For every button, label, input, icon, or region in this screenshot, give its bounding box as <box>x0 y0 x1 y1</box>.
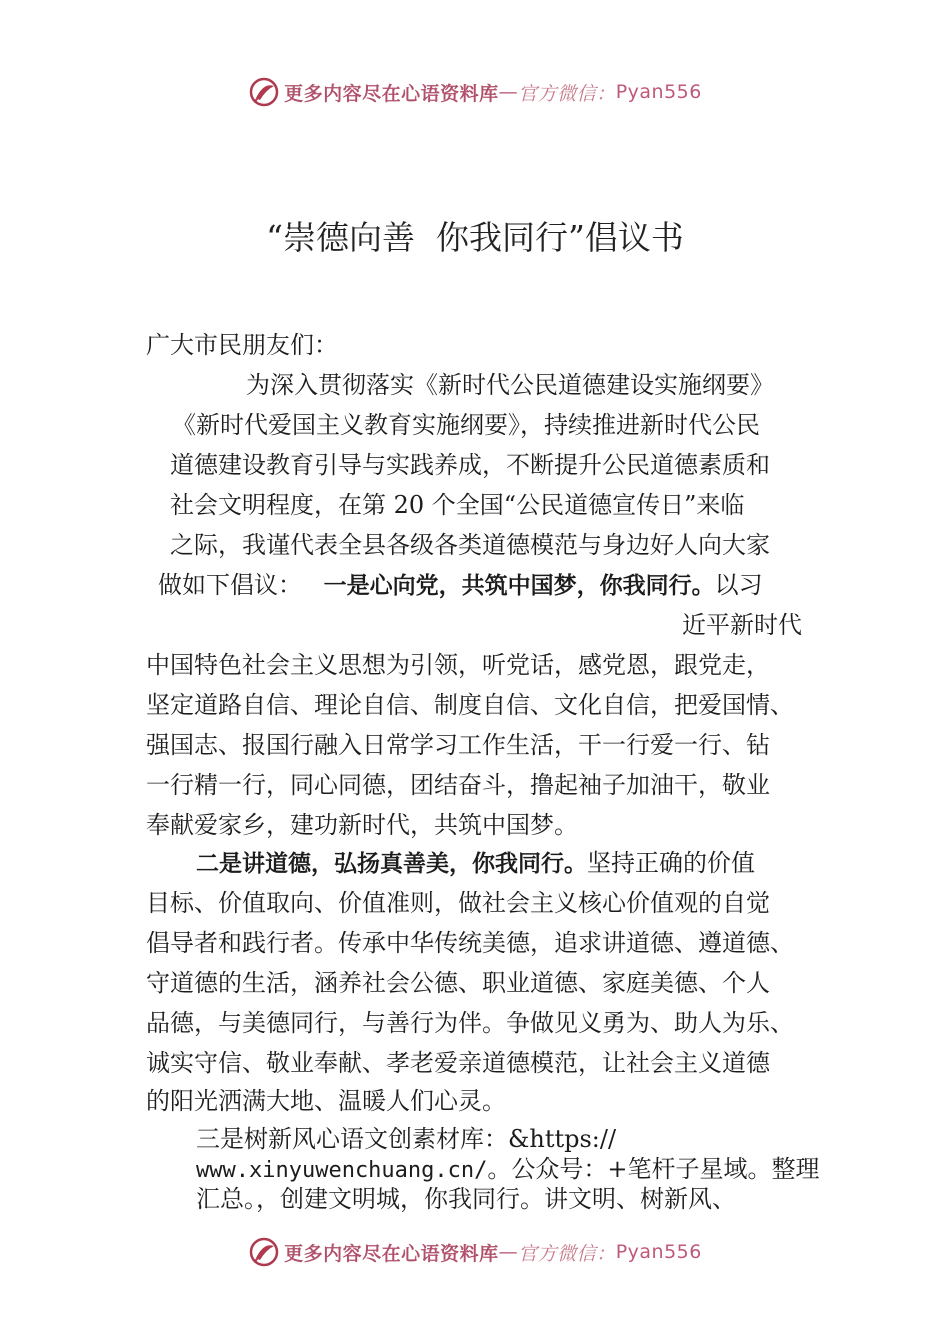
paragraph-line: 目标、价值取向、价值准则，做社会主义核心价值观的自觉 <box>146 889 770 917</box>
paragraph-line: 中国特色社会主义思想为引领，听党话，感党恩，跟党走， <box>146 651 770 679</box>
paragraph-line: 的阳光洒满大地、温暖人们心灵。 <box>146 1087 506 1115</box>
line-text: 坚持正确的价值 <box>587 849 755 877</box>
banner-separator: — <box>498 81 519 103</box>
banner-text: 更多内容尽在心语资料库 <box>284 1242 499 1265</box>
banner-text: 更多内容尽在心语资料库 <box>284 82 499 105</box>
proposal-one-heading: 一是心向党，共筑中国梦，你我同行。 <box>323 573 715 599</box>
top-banner <box>0 76 950 108</box>
line-text: 。公众号：+笔杆子星域。整理 <box>487 1155 820 1183</box>
paragraph-line: 汇总。，创建文明城，你我同行。讲文明、树新风、 <box>196 1185 736 1213</box>
paragraph-line <box>196 1154 820 1186</box>
banner-wechat-label: 官方微信： <box>518 1242 616 1265</box>
paragraph-line: 一行精一行，同心同德，团结奋斗，撸起袖子加油干，敬业 <box>146 771 770 799</box>
paragraph-line <box>158 570 763 601</box>
paragraph-line: 品德，与美德同行，与善行为伴。争做见义勇为、助人为乐、 <box>146 1009 794 1037</box>
proposal-two-heading: 二是讲道德，弘扬真善美，你我同行。 <box>196 851 587 877</box>
salutation: 广大市民朋友们： <box>146 331 338 359</box>
paragraph-line: 社会文明程度，在第 20 个全国“公民道德宣传日”来临 <box>170 491 745 519</box>
banner-wechat-id: Pyan556 <box>615 1241 702 1263</box>
paragraph-line: 强国志、报国行融入日常学习工作生活，干一行爱一行、钻 <box>146 731 770 759</box>
paragraph-line: 诚实守信、敬业奉献、孝老爱亲道德模范，让社会主义道德 <box>146 1049 770 1077</box>
website-url: www.xinyuwenchuang.cn/ <box>196 1158 488 1183</box>
paragraph-line: 三是树新风心语文创素材库：&https:// <box>196 1125 617 1153</box>
brand-logo-icon <box>248 76 280 108</box>
paragraph-line <box>196 848 755 879</box>
paragraph-line: 《新时代爱国主义教育实施纲要》，持续推进新时代公民 <box>172 411 760 439</box>
paragraph-line: 之际，我谨代表全县各级各类道德模范与身边好人向大家 <box>170 531 770 559</box>
banner-wechat-id: Pyan556 <box>615 81 702 103</box>
bottom-banner <box>0 1236 950 1268</box>
paragraph-line: 为深入贯彻落实《新时代公民道德建设实施纲要》 <box>246 371 774 399</box>
banner-separator: — <box>498 1241 519 1263</box>
paragraph-line: 坚定道路自信、理论自信、制度自信、文化自信，把爱国情、 <box>146 691 794 719</box>
line-text: 以习 <box>714 571 763 599</box>
paragraph-line: 道德建设教育引导与实践养成，不断提升公民道德素质和 <box>170 451 770 479</box>
brand-logo-icon <box>248 1236 280 1268</box>
document-title: “崇德向善 你我同行”倡议书 <box>266 218 684 257</box>
paragraph-line: 守道德的生活，涵养社会公德、职业道德、家庭美德、个人 <box>146 969 770 997</box>
line-text: 做如下倡议： <box>158 571 302 599</box>
paragraph-line: 奉献爱家乡，建功新时代，共筑中国梦。 <box>146 811 578 839</box>
paragraph-line: 倡导者和践行者。传承中华传统美德，追求讲道德、遵道德、 <box>146 929 794 957</box>
paragraph-line: 近平新时代 <box>682 611 802 639</box>
banner-wechat-label: 官方微信： <box>518 82 616 105</box>
